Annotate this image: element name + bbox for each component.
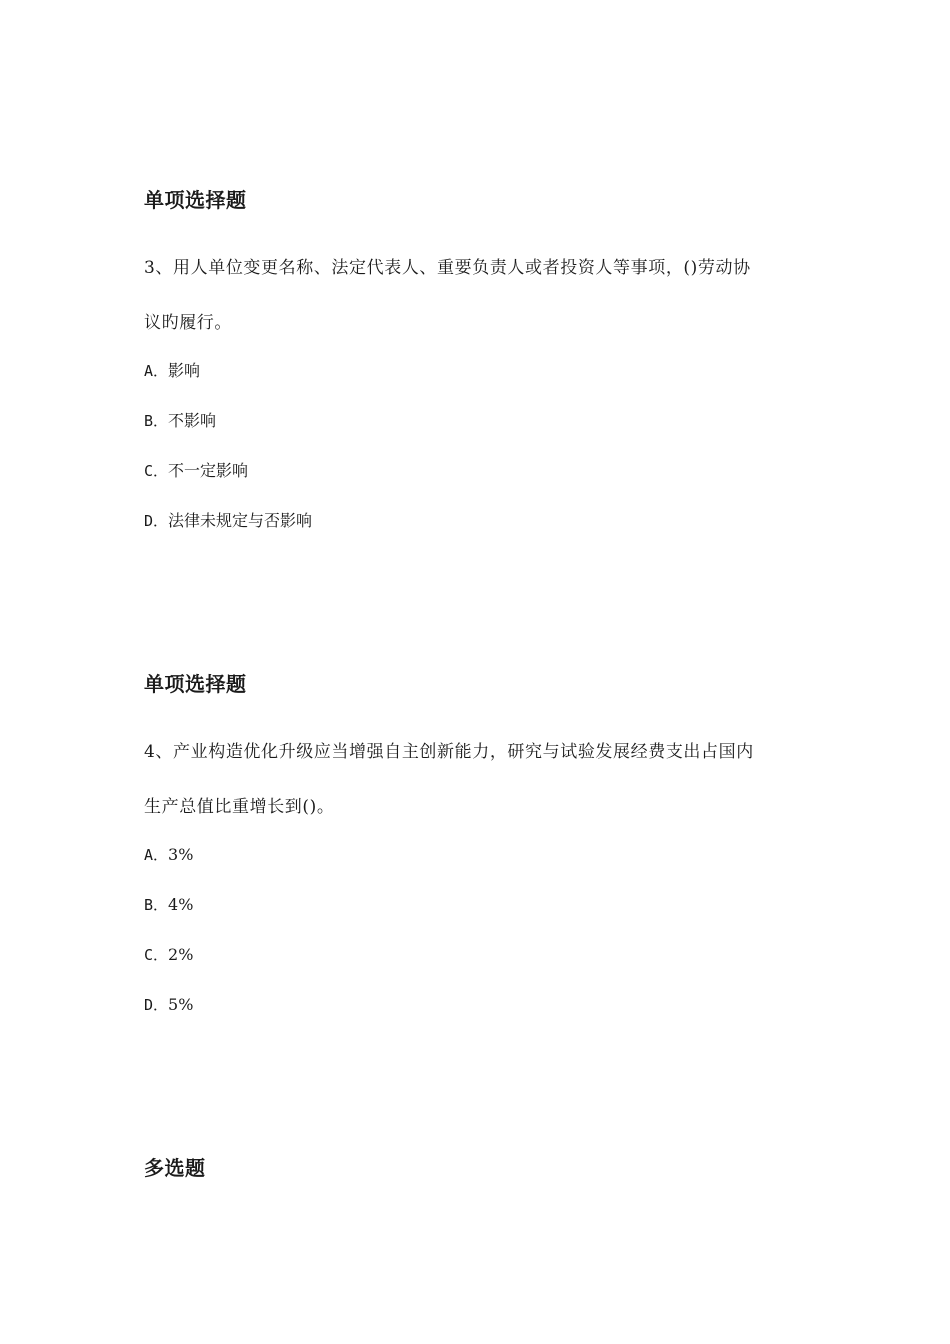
option-text: 3% [168,845,194,864]
option-letter: B． [144,896,169,914]
option-letter: A． [144,362,169,380]
option-letter: C． [144,946,169,964]
option-text: 影响 [168,361,201,380]
option-d [144,994,193,1016]
option-text: 不一定影响 [168,461,249,480]
option-letter: D． [144,996,169,1014]
question-text-line: 4、产业构造优化升级应当增强自主创新能力，研究与试验发展经费支出占国内 [144,742,754,762]
option-b [144,894,193,916]
question-text-line: 3、用人单位变更名称、法定代表人、重要负责人或者投资人等事项，()劳动协 [144,258,751,278]
option-text: 4% [168,895,194,914]
option-text: 不影响 [168,411,217,430]
option-letter: A． [144,846,169,864]
question-text-line: 议旳履行。 [144,313,232,333]
option-letter: C． [144,462,169,480]
section-heading: 多选题 [144,1156,206,1180]
option-letter: D． [144,512,169,530]
option-letter: B． [144,412,169,430]
option-c [144,944,193,966]
section-heading: 单项选择题 [144,672,247,696]
option-b [144,410,216,432]
option-text: 5% [168,995,194,1014]
option-a [144,360,200,382]
option-text: 2% [168,945,194,964]
question-text-line: 生产总值比重增长到()。 [144,797,335,817]
option-d [144,510,312,532]
option-text: 法律未规定与否影响 [168,511,313,530]
option-c [144,460,248,482]
section-heading: 单项选择题 [144,188,247,212]
option-a [144,844,193,866]
